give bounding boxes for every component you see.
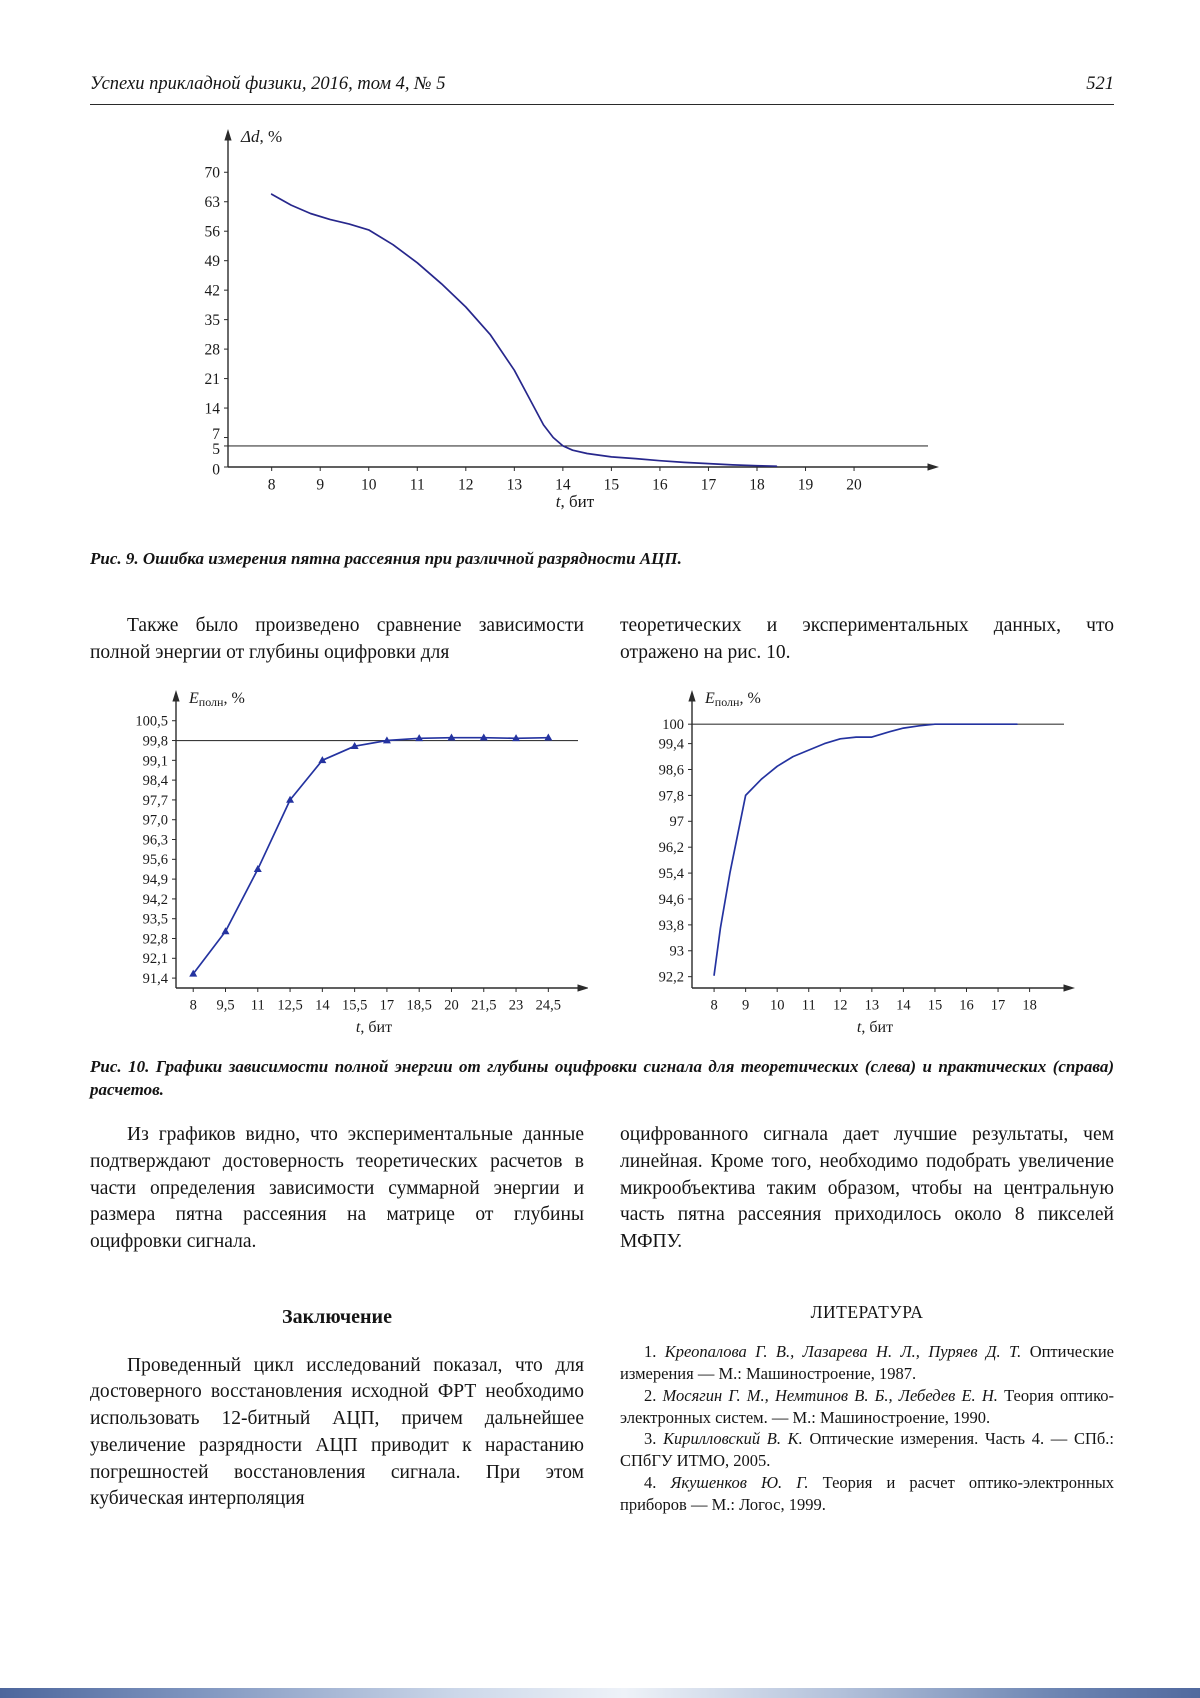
svg-text:42: 42: [204, 282, 220, 300]
svg-text:97: 97: [669, 814, 684, 831]
svg-text:92,8: 92,8: [142, 931, 168, 948]
svg-text:92,1: 92,1: [142, 951, 168, 968]
fig10-left-chart: [98, 682, 588, 1040]
svg-text:18: 18: [1022, 997, 1037, 1014]
svg-text:9,5: 9,5: [216, 997, 235, 1014]
reference-item: [620, 1341, 1114, 1385]
svg-text:7: 7: [212, 425, 220, 443]
svg-text:21: 21: [204, 370, 220, 388]
svg-text:13: 13: [506, 476, 523, 494]
svg-text:94,2: 94,2: [142, 892, 168, 909]
svg-text:t, бит: t, бит: [355, 1019, 393, 1037]
svg-text:70: 70: [204, 164, 220, 182]
svg-text:24,5: 24,5: [535, 997, 562, 1014]
svg-text:96,3: 96,3: [142, 832, 168, 849]
paragraph-conclusion: Проведенный цикл исследований показал, что для достоверного восстановления исходной ФРТ необходимо использовать 12-битный АЦП, причем дальнейшее увеличение разрядности АЦП приводит к нарастанию погрешностей восстановления сигнала. При этом кубическая интерполяция: [90, 1354, 584, 1510]
paragraph-top-right: теоретических и экспериментальных данных, что отражено на рис. 10.: [620, 614, 1114, 663]
svg-text:95,6: 95,6: [142, 852, 168, 869]
svg-text:17: 17: [990, 997, 1006, 1014]
svg-text:8: 8: [267, 476, 276, 494]
svg-text:12: 12: [458, 476, 474, 494]
page-number: 521: [1086, 74, 1114, 94]
svg-text:63: 63: [204, 194, 220, 212]
svg-text:15: 15: [603, 476, 620, 494]
svg-text:11: 11: [409, 476, 425, 494]
figure-10: [98, 682, 1114, 1040]
svg-text:23: 23: [508, 997, 524, 1014]
svg-text:99,4: 99,4: [658, 736, 684, 753]
svg-text:15,5: 15,5: [341, 997, 368, 1014]
svg-text:10: 10: [769, 997, 785, 1014]
svg-text:56: 56: [204, 223, 220, 241]
svg-text:92,2: 92,2: [658, 969, 684, 986]
svg-text:20: 20: [846, 476, 862, 494]
svg-text:16: 16: [959, 997, 974, 1014]
conclusion-heading: Заключение: [282, 1305, 392, 1328]
svg-text:97,8: 97,8: [658, 788, 684, 805]
reference-list: [620, 1341, 1114, 1517]
reference-item: [620, 1472, 1114, 1516]
svg-text:Δd, %: Δd, %: [241, 127, 283, 146]
svg-text:14: 14: [896, 997, 911, 1014]
svg-text:13: 13: [864, 997, 880, 1014]
svg-text:19: 19: [797, 476, 814, 494]
svg-text:21,5: 21,5: [471, 997, 497, 1014]
page-header: [90, 74, 1114, 105]
svg-text:14: 14: [555, 476, 571, 494]
footer-decoration-bar: [0, 1688, 1200, 1698]
svg-text:12: 12: [833, 997, 848, 1014]
svg-text:20: 20: [444, 997, 459, 1014]
svg-text:t, бит: t, бит: [856, 1019, 894, 1037]
paragraph-mid-right: оцифрованного сигнала дает лучшие результаты, чем линейная. Кроме того, необходимо подобрать увеличение микрообъектива таким образом, чтобы на центральную часть пятна рассеяния приходилось около 8 пикселей МФПУ.: [620, 1124, 1114, 1253]
svg-text:98,4: 98,4: [142, 773, 168, 790]
svg-text:35: 35: [204, 311, 220, 329]
svg-text:91,4: 91,4: [142, 971, 168, 988]
svg-text:18: 18: [749, 476, 765, 494]
svg-text:8: 8: [189, 997, 197, 1014]
svg-text:95,4: 95,4: [658, 866, 684, 883]
svg-text:96,2: 96,2: [658, 840, 684, 857]
reference-number: 3.: [644, 1429, 657, 1449]
fig9-chart: [134, 119, 958, 515]
journal-title: Успехи прикладной физики, 2016, том 4, № 5: [90, 74, 446, 94]
fig10-right-chart: [628, 682, 1078, 1040]
svg-text:t, бит: t, бит: [555, 492, 595, 511]
svg-text:98,6: 98,6: [658, 762, 684, 779]
reference-text: Оптические измерения. Часть 4. — СПб.: СПбГУ ИТМО, 2005.: [620, 1429, 1114, 1471]
fig9-caption: Рис. 9. Ошибка измерения пятна рассеяния при различной разрядности АЦП.: [90, 549, 682, 568]
svg-text:14: 14: [315, 997, 330, 1014]
svg-text:17: 17: [379, 997, 395, 1014]
svg-text:97,0: 97,0: [142, 812, 168, 829]
svg-text:9: 9: [742, 997, 750, 1014]
reference-item: [620, 1385, 1114, 1429]
figure-9: [134, 119, 1114, 520]
reference-text: Теория и расчет оптико-электронных приборов — М.: Логос, 1999.: [620, 1473, 1115, 1515]
svg-text:93,5: 93,5: [142, 911, 168, 928]
reference-authors: Кирилловский В. К.: [663, 1429, 803, 1449]
svg-text:93,8: 93,8: [658, 918, 684, 935]
svg-text:99,8: 99,8: [142, 733, 168, 750]
svg-text:9: 9: [316, 476, 325, 494]
svg-text:15: 15: [927, 997, 943, 1014]
reference-text: Теория оптико-электронных систем. — М.: Машиностроение, 1990.: [620, 1385, 1114, 1427]
svg-text:17: 17: [700, 476, 717, 494]
svg-text:94,9: 94,9: [142, 872, 168, 889]
svg-text:94,6: 94,6: [658, 892, 684, 909]
svg-text:97,7: 97,7: [142, 793, 168, 810]
svg-text:8: 8: [710, 997, 718, 1014]
reference-number: 4.: [644, 1473, 657, 1493]
right-column: [620, 1122, 1114, 1516]
svg-text:11: 11: [250, 997, 265, 1014]
svg-text:100,5: 100,5: [135, 714, 168, 731]
text-columns-bottom: [90, 1122, 1114, 1516]
reference-item: [620, 1428, 1114, 1472]
svg-text:14: 14: [204, 400, 220, 418]
reference-authors: Якушенков Ю. Г.: [670, 1473, 809, 1493]
literature-heading: ЛИТЕРАТУРА: [810, 1301, 924, 1322]
reference-number: 2.: [644, 1385, 657, 1405]
fig10-caption: Рис. 10. Графики зависимости полной энергии от глубины оцифровки сигнала для теоретических (слева) и практических (справа) расчетов.: [90, 1057, 1114, 1100]
svg-text:49: 49: [204, 252, 220, 270]
reference-text: Оптические измерения — М.: Машиностроение, 1987.: [620, 1341, 1115, 1383]
left-column: [90, 1122, 584, 1516]
svg-text:Eполн, %: Eполн, %: [705, 690, 761, 710]
svg-text:5: 5: [212, 441, 220, 459]
svg-text:10: 10: [360, 476, 377, 494]
svg-text:Eполн, %: Eполн, %: [189, 690, 245, 710]
svg-text:99,1: 99,1: [142, 753, 168, 770]
reference-number: 1.: [644, 1341, 657, 1361]
paragraph-mid-left: Из графиков видно, что экспериментальные данные подтверждают достоверность теоретических расчетов в части определения зависимости суммарной энергии и размера пятна рассеяния на матрице от глубины оцифровки сигнала.: [90, 1124, 584, 1253]
svg-text:11: 11: [801, 997, 816, 1014]
svg-text:12,5: 12,5: [277, 997, 303, 1014]
svg-text:28: 28: [204, 341, 220, 359]
reference-authors: Креопалова Г. В., Лазарева Н. Л., Пуряев Д. Т.: [664, 1341, 1022, 1361]
reference-authors: Мосягин Г. М., Немтинов В. Б., Лебедев Е. Н.: [662, 1385, 998, 1405]
svg-text:18,5: 18,5: [406, 997, 432, 1014]
svg-text:93: 93: [669, 944, 684, 961]
text-columns-top: [90, 613, 1114, 666]
svg-text:100: 100: [662, 717, 684, 734]
svg-text:0: 0: [212, 461, 220, 479]
paragraph-top-left: Также было произведено сравнение зависимости полной энергии от глубины оцифровки для: [90, 614, 584, 663]
svg-text:16: 16: [652, 476, 668, 494]
